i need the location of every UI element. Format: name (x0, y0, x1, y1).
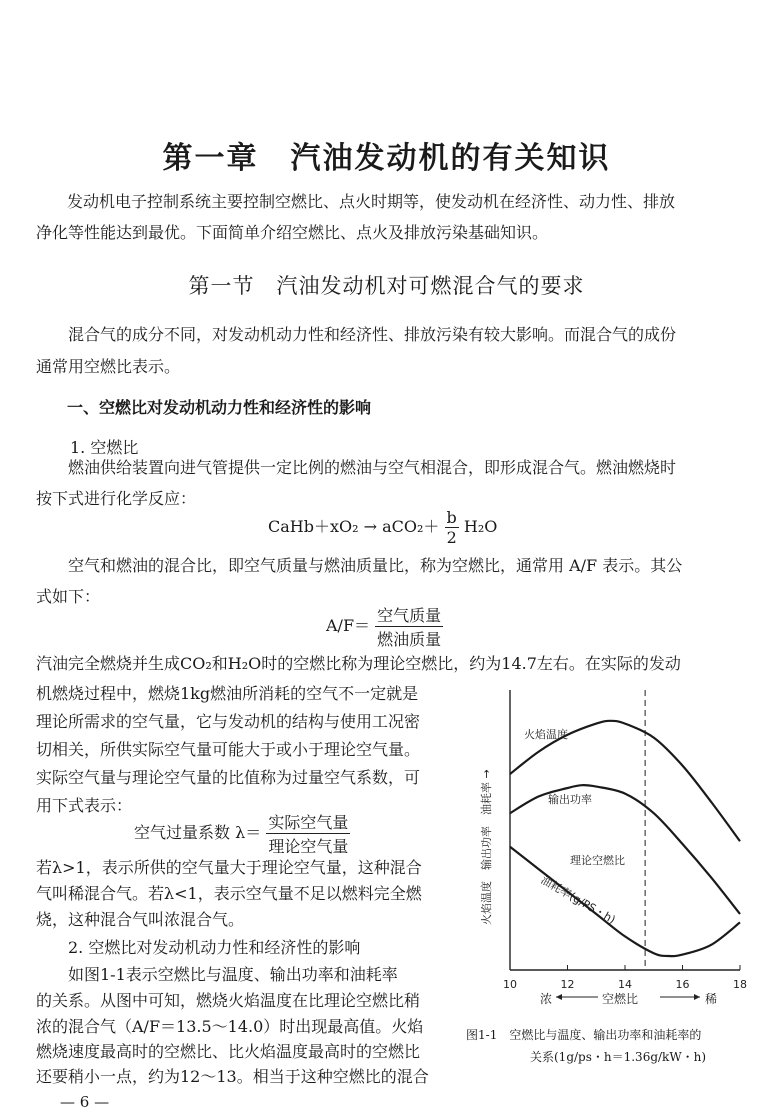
figure-1-1-chart (466, 672, 766, 1008)
x-tick-label: 18 (733, 978, 747, 991)
curve-label-flame: 火焰温度 (524, 728, 568, 741)
output-power-curve (510, 785, 740, 914)
y-axis-label: 火焰温度 输出功率 油耗率 → (480, 769, 493, 925)
subheading-1: 1. 空燃比 (70, 438, 139, 457)
para4-line-3: 理论所需求的空气量，它与发动机的结构与使用工况密 (36, 712, 421, 731)
curve-label-fuel: 油耗率(g/PS・h) (538, 873, 618, 927)
fuel-consumption-curve (510, 847, 740, 956)
x-arrow-left-head (556, 994, 562, 1000)
para3-line-2: 式如下： (36, 587, 101, 606)
heading-1: 一、空燃比对发动机动力性和经济性的影响 (67, 398, 372, 417)
figure-caption-line-1: 图1-1 空燃比与温度、输出功率和油耗率的 (466, 1028, 702, 1042)
curve-label-stoich: 理论空燃比 (570, 854, 625, 867)
para5-line-3: 烧，这种混合气叫浓混合气。 (36, 910, 245, 929)
para2-line-1: 燃油供给装置向进气管提供一定比例的燃油与空气相混合，即形成混合气。燃油燃烧时 (68, 458, 677, 477)
para4-line-4: 切相关，所供实际空气量可能大于或小于理论空气量。 (36, 740, 421, 759)
af-fraction (375, 603, 443, 650)
intro-line-1: 发动机电子控制系统主要控制空燃比、点火时期等，使发动机在经济性、动力性、排放 (67, 192, 676, 211)
para4-line-5: 实际空气量与理论空气量的比值称为过量空气系数，可 (36, 768, 421, 787)
x-label-lean: 稀 (705, 992, 718, 1006)
para1-line-1: 混合气的成分不同，对发动机动力性和经济性、排放污染有较大影响。而混合气的成份 (68, 325, 677, 344)
figure-caption-line-2: 关系(1g/ps・h＝1.36g/kW・h) (530, 1050, 707, 1064)
curve-label-power: 输出功率 (548, 793, 592, 806)
para4-line-6: 用下式表示： (36, 796, 133, 815)
para6-line-5: 还要稍小一点，约为12～13。相当于这种空燃比的混合 (36, 1067, 429, 1086)
para2-line-2: 按下式进行化学反应： (36, 489, 197, 508)
af-num: 空气质量 (375, 603, 443, 627)
x-tick-label: 12 (560, 978, 575, 991)
para1-line-2: 通常用空燃比表示。 (36, 357, 181, 376)
intro-line-2: 净化等性能达到最优。下面简单介绍空燃比、点火及排放污染基础知识。 (36, 223, 549, 242)
x-tick-label: 14 (618, 978, 632, 991)
para6-line-4: 燃烧速度最高时的空燃比、比火焰温度最高时的空燃比 (36, 1042, 421, 1061)
lambda-fraction (266, 810, 350, 857)
x-tick-label: 10 (503, 978, 517, 991)
reaction-equation (268, 508, 497, 547)
lambda-formula (134, 810, 350, 857)
chapter-title: 第一章 汽油发动机的有关知识 (162, 141, 611, 176)
reaction-fraction (445, 508, 459, 547)
lambda-den: 理论空气量 (268, 837, 349, 856)
af-lhs: A/F＝ (326, 616, 371, 635)
page-number: — 6 — (60, 1093, 110, 1111)
subheading-2: 2. 空燃比对发动机动力性和经济性的影响 (68, 938, 361, 957)
af-den: 燃油质量 (377, 630, 442, 649)
x-arrow-right-head (694, 994, 700, 1000)
para6-line-2: 的关系。从图中可知，燃烧火焰温度在比理论空燃比稍 (36, 991, 421, 1010)
para6-line-1: 如图1-1表示空燃比与温度、输出功率和油耗率 (68, 965, 398, 984)
x-label-rich: 浓 (540, 992, 553, 1006)
para4-line-2: 机燃烧过程中，燃烧1kg燃油所消耗的空气不一定就是 (36, 684, 419, 703)
para5-line-2: 气叫稀混合气。若λ<1，表示空气量不足以燃料完全燃 (36, 884, 422, 903)
para5-line-1: 若λ>1，表示所供的空气量大于理论空气量，这种混合 (36, 858, 422, 877)
reaction-left: CaHb＋xO₂ → aCO₂＋ (268, 517, 440, 536)
section-title: 第一节 汽油发动机对可燃混合气的要求 (188, 274, 585, 298)
para3-line-1: 空气和燃油的混合比，即空气质量与燃油质量比，称为空燃比，通常用 A/F 表示。其公 (68, 556, 683, 575)
reaction-frac-num: b (446, 508, 457, 527)
reaction-right: H₂O (463, 517, 498, 536)
af-formula (326, 603, 443, 650)
x-label-center: 空燃比 (602, 992, 639, 1006)
x-tick-label: 16 (675, 978, 690, 991)
lambda-lhs: 空气过量系数 λ＝ (134, 823, 262, 842)
para6-line-3: 浓的混合气（A/F＝13.5～14.0）时出现最高值。火焰 (36, 1017, 424, 1036)
para4-line-1: 汽油完全燃烧并生成CO₂和H₂O时的空燃比称为理论空燃比，约为14.7左右。在实际的发动 (36, 654, 681, 673)
lambda-num: 实际空气量 (266, 810, 350, 834)
reaction-frac-den: 2 (446, 528, 457, 547)
